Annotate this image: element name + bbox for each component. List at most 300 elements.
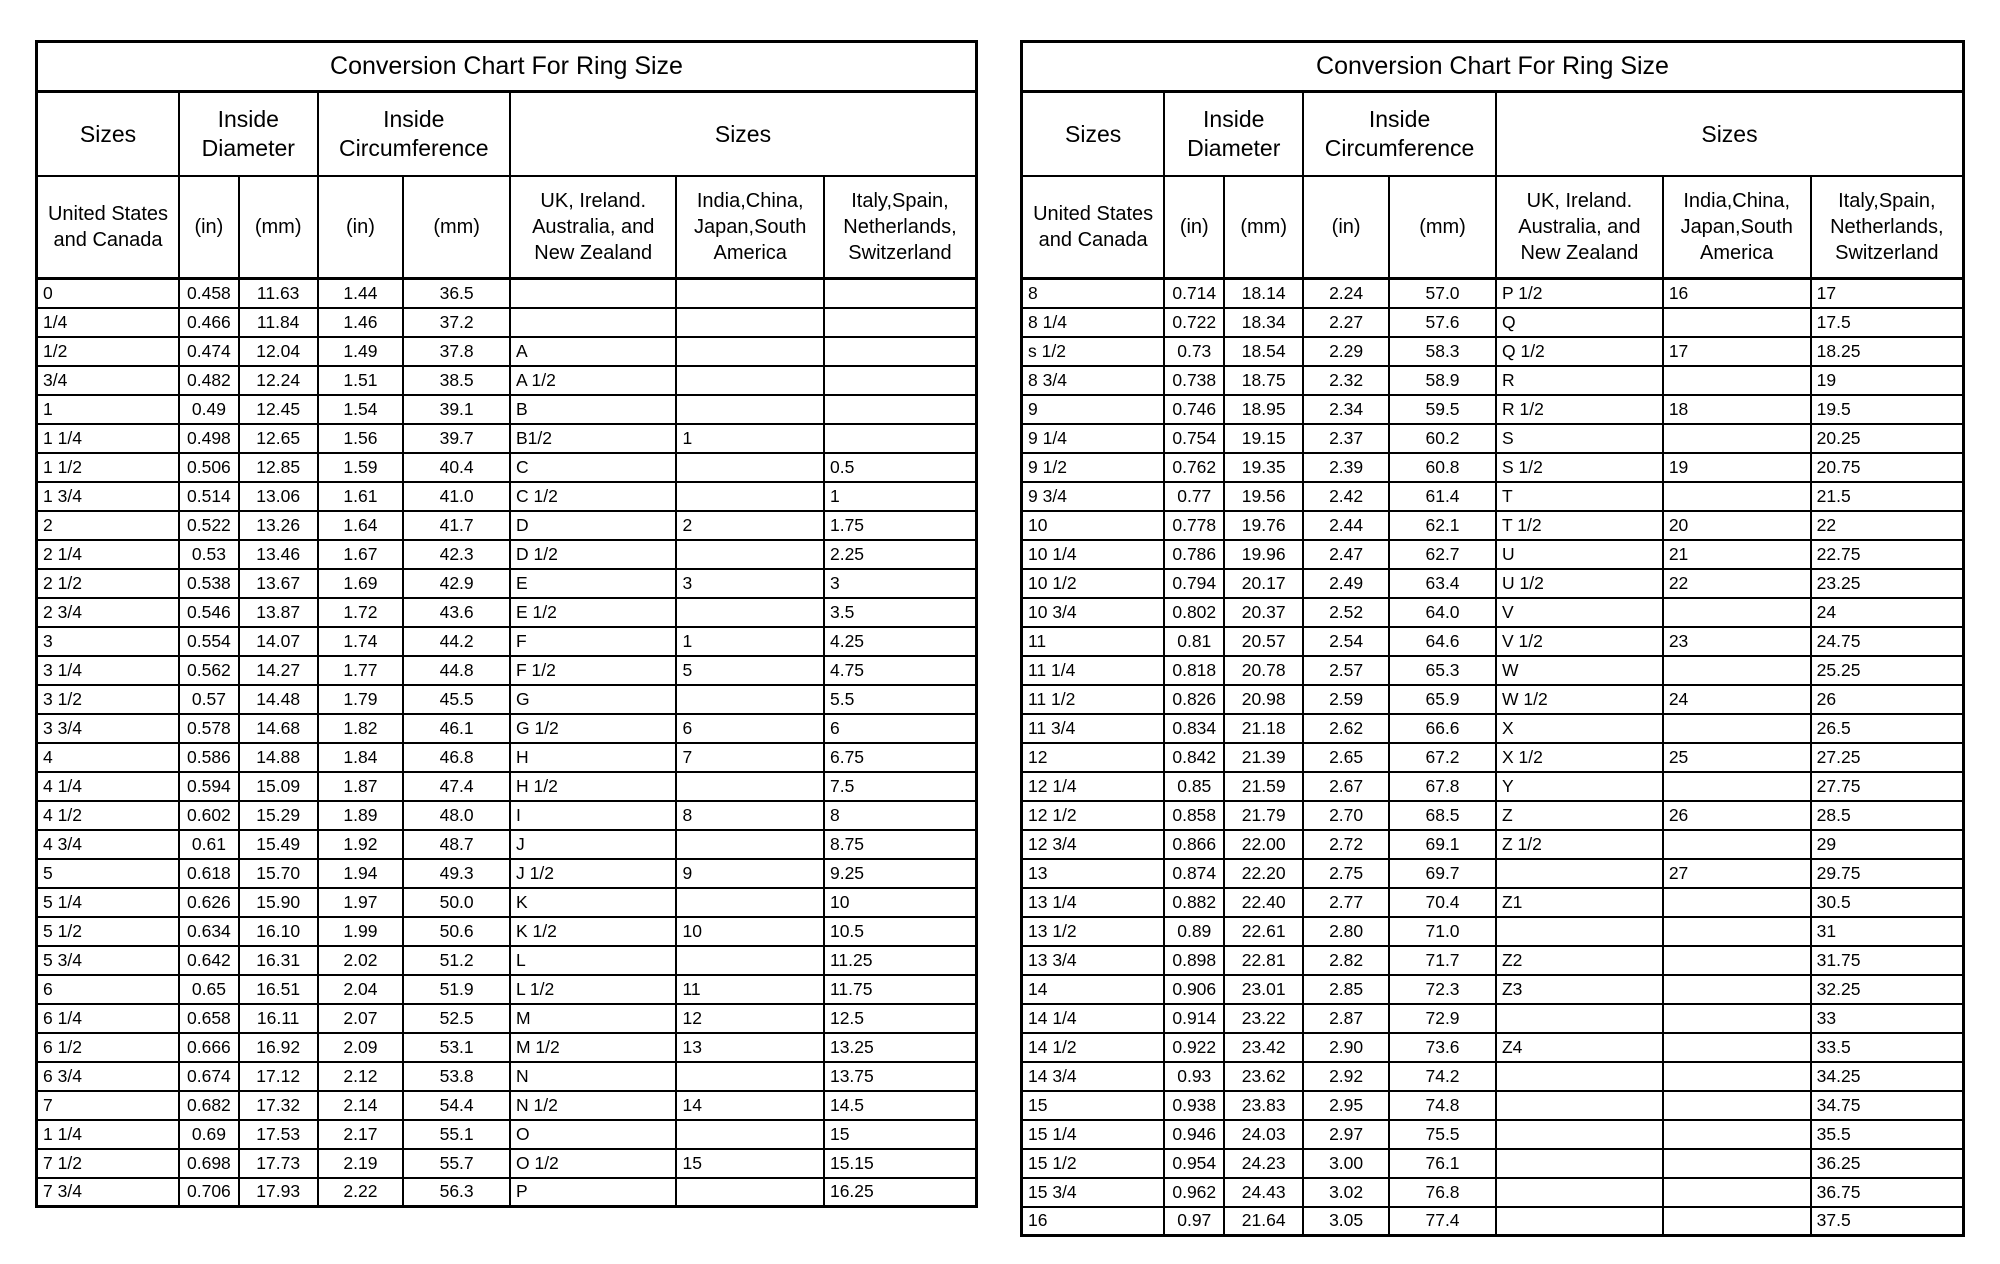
table-cell: T 1/2 xyxy=(1496,511,1663,540)
table-cell: 11.63 xyxy=(239,279,318,308)
table-row xyxy=(37,975,977,1004)
table-cell xyxy=(1663,975,1811,1004)
table-row xyxy=(37,859,977,888)
table-cell: 1.89 xyxy=(318,801,404,830)
table-cell xyxy=(676,598,824,627)
table-row xyxy=(37,830,977,859)
table-row xyxy=(37,1120,977,1149)
table-cell: B1/2 xyxy=(510,424,676,453)
table-cell: 0.842 xyxy=(1164,743,1224,772)
table-cell: 0.746 xyxy=(1164,395,1224,424)
col-header-us-canada: United States and Canada xyxy=(37,176,180,279)
table-cell xyxy=(1663,1207,1811,1236)
table-cell: 2.65 xyxy=(1303,743,1389,772)
table-cell: s 1/2 xyxy=(1022,337,1165,366)
table-cell: 22.61 xyxy=(1224,917,1303,946)
table-cell: Z2 xyxy=(1496,946,1663,975)
table-cell: 0.674 xyxy=(179,1062,239,1091)
table-cell: 2.54 xyxy=(1303,627,1389,656)
table-cell: 0.458 xyxy=(179,279,239,308)
table-cell: 20.17 xyxy=(1224,569,1303,598)
col-header-india-china: India,China, Japan,South America xyxy=(1663,176,1811,279)
table-cell: 7 xyxy=(676,743,824,772)
table-cell: 12.04 xyxy=(239,337,318,366)
table-cell: 0.522 xyxy=(179,511,239,540)
table-cell: 1.84 xyxy=(318,743,404,772)
table-cell: 39.7 xyxy=(403,424,510,453)
table-cell xyxy=(676,395,824,424)
table-cell: 20.25 xyxy=(1811,424,1964,453)
table-cell: 10 xyxy=(1022,511,1165,540)
table-cell: 44.2 xyxy=(403,627,510,656)
table-cell: 24.23 xyxy=(1224,1149,1303,1178)
table-cell: K 1/2 xyxy=(510,917,676,946)
table-cell xyxy=(1663,1004,1811,1033)
table-row xyxy=(1022,714,1964,743)
column-group-inside-circumference: Inside Circumference xyxy=(318,92,510,177)
table-cell: 19.5 xyxy=(1811,395,1964,424)
table-cell: 17.53 xyxy=(239,1120,318,1149)
table-cell: O xyxy=(510,1120,676,1149)
table-cell: 1.67 xyxy=(318,540,404,569)
table-cell: 62.7 xyxy=(1389,540,1496,569)
table-cell xyxy=(676,453,824,482)
table-cell: 11 xyxy=(1022,627,1165,656)
col-header-circumference-in: (in) xyxy=(1303,176,1389,279)
table-cell xyxy=(1496,1062,1663,1091)
table-cell: U xyxy=(1496,540,1663,569)
table-cell: 1 xyxy=(37,395,180,424)
table-cell: 48.0 xyxy=(403,801,510,830)
table-cell: 21.18 xyxy=(1224,714,1303,743)
table-cell: 24.75 xyxy=(1811,627,1964,656)
table-row xyxy=(1022,801,1964,830)
table-cell xyxy=(1663,714,1811,743)
table-cell: 69.1 xyxy=(1389,830,1496,859)
table-cell: 11 3/4 xyxy=(1022,714,1165,743)
table-cell: R xyxy=(1496,366,1663,395)
table-cell: 2.62 xyxy=(1303,714,1389,743)
table-cell: 22.81 xyxy=(1224,946,1303,975)
table-cell: 23.42 xyxy=(1224,1033,1303,1062)
table-cell: 0.698 xyxy=(179,1149,239,1178)
table-row xyxy=(1022,888,1964,917)
table-cell: 10 xyxy=(824,888,977,917)
col-header-italy-spain: Italy,Spain, Netherlands, Switzerland xyxy=(824,176,977,279)
table-cell: 18.34 xyxy=(1224,308,1303,337)
table-cell: 42.3 xyxy=(403,540,510,569)
table-cell: 10 3/4 xyxy=(1022,598,1165,627)
table-cell: 2.29 xyxy=(1303,337,1389,366)
table-cell: 21.64 xyxy=(1224,1207,1303,1236)
table-cell: 0.802 xyxy=(1164,598,1224,627)
table-cell: 2 1/4 xyxy=(37,540,180,569)
table-cell: 18 xyxy=(1663,395,1811,424)
table-cell: 22 xyxy=(1663,569,1811,598)
col-header-diameter-in: (in) xyxy=(1164,176,1224,279)
table-cell: 14.48 xyxy=(239,685,318,714)
table-cell: 12.24 xyxy=(239,366,318,395)
table-cell: U 1/2 xyxy=(1496,569,1663,598)
table-cell: 15.29 xyxy=(239,801,318,830)
table-cell: 2.72 xyxy=(1303,830,1389,859)
table-row xyxy=(37,1004,977,1033)
table-cell: 23.01 xyxy=(1224,975,1303,1004)
table-cell: 5.5 xyxy=(824,685,977,714)
table-row xyxy=(1022,598,1964,627)
col-header-diameter-in: (in) xyxy=(179,176,239,279)
table-cell: 11 xyxy=(676,975,824,1004)
table-cell: 22.75 xyxy=(1811,540,1964,569)
table-cell xyxy=(824,308,977,337)
table-cell: 9.25 xyxy=(824,859,977,888)
table-row xyxy=(1022,1207,1964,1236)
table-cell: 16.25 xyxy=(824,1178,977,1207)
table-cell: 15.70 xyxy=(239,859,318,888)
table-cell: 14 xyxy=(1022,975,1165,1004)
table-cell: 55.7 xyxy=(403,1149,510,1178)
table-cell: 1 xyxy=(676,627,824,656)
table-cell: 14.27 xyxy=(239,656,318,685)
table-cell: C 1/2 xyxy=(510,482,676,511)
table-cell xyxy=(824,366,977,395)
table-cell xyxy=(676,772,824,801)
table-row xyxy=(1022,859,1964,888)
table-cell: 2.70 xyxy=(1303,801,1389,830)
table-cell: 46.8 xyxy=(403,743,510,772)
col-header-us-canada: United States and Canada xyxy=(1022,176,1165,279)
table-cell xyxy=(676,888,824,917)
table-cell: 29.75 xyxy=(1811,859,1964,888)
table-cell: M 1/2 xyxy=(510,1033,676,1062)
table-cell: 14 3/4 xyxy=(1022,1062,1165,1091)
table-row xyxy=(1022,540,1964,569)
table-cell: 6 3/4 xyxy=(37,1062,180,1091)
table-cell: 2.90 xyxy=(1303,1033,1389,1062)
table-cell: 3 xyxy=(37,627,180,656)
table-row xyxy=(37,395,977,424)
column-group-row xyxy=(37,92,977,177)
table-cell: 0.634 xyxy=(179,917,239,946)
table-cell: 1.94 xyxy=(318,859,404,888)
table-cell: 15.15 xyxy=(824,1149,977,1178)
table-cell: 6.75 xyxy=(824,743,977,772)
table-cell: 16 xyxy=(1663,279,1811,308)
table-cell: 10 1/2 xyxy=(1022,569,1165,598)
table-cell: 40.4 xyxy=(403,453,510,482)
table-cell: 28.5 xyxy=(1811,801,1964,830)
table-cell: 16 xyxy=(1022,1207,1165,1236)
table-cell: 8 xyxy=(824,801,977,830)
table-cell: 56.3 xyxy=(403,1178,510,1207)
table-cell: 4 xyxy=(37,743,180,772)
table-cell: N 1/2 xyxy=(510,1091,676,1120)
table-cell: 0.626 xyxy=(179,888,239,917)
table-title-row xyxy=(1022,42,1964,92)
table-cell xyxy=(676,830,824,859)
table-cell xyxy=(510,279,676,308)
table-cell: 0.618 xyxy=(179,859,239,888)
table-cell: 19.35 xyxy=(1224,453,1303,482)
table-cell: 0.93 xyxy=(1164,1062,1224,1091)
table-cell: 0.482 xyxy=(179,366,239,395)
table-cell: 74.2 xyxy=(1389,1062,1496,1091)
table-cell: 15 3/4 xyxy=(1022,1178,1165,1207)
table-body xyxy=(1022,279,1964,1236)
table-cell: 13.25 xyxy=(824,1033,977,1062)
table-cell: 10 1/4 xyxy=(1022,540,1165,569)
table-cell: 0.53 xyxy=(179,540,239,569)
table-cell: 18.54 xyxy=(1224,337,1303,366)
table-cell: 21.59 xyxy=(1224,772,1303,801)
table-cell: T xyxy=(1496,482,1663,511)
table-cell: 59.5 xyxy=(1389,395,1496,424)
table-cell: 13 1/2 xyxy=(1022,917,1165,946)
table-cell: F xyxy=(510,627,676,656)
table-cell: X 1/2 xyxy=(1496,743,1663,772)
table-cell: 66.6 xyxy=(1389,714,1496,743)
table-cell: 34.75 xyxy=(1811,1091,1964,1120)
table-cell: 13.75 xyxy=(824,1062,977,1091)
table-cell: 13 xyxy=(676,1033,824,1062)
table-row xyxy=(37,743,977,772)
table-cell: 2.07 xyxy=(318,1004,404,1033)
table-cell: 2.97 xyxy=(1303,1120,1389,1149)
table-cell: 16.31 xyxy=(239,946,318,975)
table-cell: 5 1/4 xyxy=(37,888,180,917)
table-cell: 21.39 xyxy=(1224,743,1303,772)
table-row xyxy=(37,627,977,656)
table-cell: Y xyxy=(1496,772,1663,801)
table-cell: 6 1/4 xyxy=(37,1004,180,1033)
table-row xyxy=(37,772,977,801)
table-cell: H 1/2 xyxy=(510,772,676,801)
table-cell: 19 xyxy=(1663,453,1811,482)
table-cell: 20.75 xyxy=(1811,453,1964,482)
table-cell: 27 xyxy=(1663,859,1811,888)
table-cell: 2.49 xyxy=(1303,569,1389,598)
table-title: Conversion Chart For Ring Size xyxy=(1022,42,1964,92)
table-cell: 3/4 xyxy=(37,366,180,395)
table-cell: 20 xyxy=(1663,511,1811,540)
table-cell: 17.5 xyxy=(1811,308,1964,337)
table-cell xyxy=(1663,308,1811,337)
table-cell: 0.594 xyxy=(179,772,239,801)
table-row xyxy=(1022,569,1964,598)
table-row xyxy=(1022,975,1964,1004)
column-group-sizes-us: Sizes xyxy=(1022,92,1165,177)
table-cell: 2.95 xyxy=(1303,1091,1389,1120)
table-cell: 71.0 xyxy=(1389,917,1496,946)
table-cell: 18.25 xyxy=(1811,337,1964,366)
table-cell: 1.59 xyxy=(318,453,404,482)
table-cell: B xyxy=(510,395,676,424)
table-cell xyxy=(824,395,977,424)
table-cell xyxy=(1496,1178,1663,1207)
table-cell: 51.2 xyxy=(403,946,510,975)
table-row xyxy=(1022,656,1964,685)
table-cell: J xyxy=(510,830,676,859)
table-row xyxy=(1022,395,1964,424)
table-cell: E xyxy=(510,569,676,598)
ring-size-conversion-table-right xyxy=(1020,40,1965,1237)
table-cell: N xyxy=(510,1062,676,1091)
table-cell: 0.77 xyxy=(1164,482,1224,511)
table-cell xyxy=(676,1062,824,1091)
table-cell: 1 3/4 xyxy=(37,482,180,511)
table-cell xyxy=(1663,366,1811,395)
table-cell: 19.56 xyxy=(1224,482,1303,511)
table-row xyxy=(37,917,977,946)
table-cell: 6 xyxy=(676,714,824,743)
table-cell: 1.79 xyxy=(318,685,404,714)
table-row xyxy=(1022,685,1964,714)
table-cell: 73.6 xyxy=(1389,1033,1496,1062)
table-cell: 53.8 xyxy=(403,1062,510,1091)
table-cell xyxy=(676,540,824,569)
table-cell xyxy=(824,279,977,308)
table-cell xyxy=(1663,1091,1811,1120)
table-cell: 47.4 xyxy=(403,772,510,801)
table-cell: 58.3 xyxy=(1389,337,1496,366)
table-cell: 1 xyxy=(676,424,824,453)
table-cell: 11.25 xyxy=(824,946,977,975)
table-cell: 2.42 xyxy=(1303,482,1389,511)
table-cell: 12 xyxy=(676,1004,824,1033)
table-cell: 4.75 xyxy=(824,656,977,685)
table-cell: 0.514 xyxy=(179,482,239,511)
table-row xyxy=(37,279,977,308)
table-cell: 1/2 xyxy=(37,337,180,366)
table-cell: 46.1 xyxy=(403,714,510,743)
table-cell: 0.61 xyxy=(179,830,239,859)
table-row xyxy=(37,1033,977,1062)
table-cell: 25 xyxy=(1663,743,1811,772)
table-cell: 3 xyxy=(824,569,977,598)
table-cell: 2.44 xyxy=(1303,511,1389,540)
table-cell: D 1/2 xyxy=(510,540,676,569)
table-cell: 6 xyxy=(824,714,977,743)
table-cell: 1.69 xyxy=(318,569,404,598)
table-cell: 17 xyxy=(1663,337,1811,366)
table-row xyxy=(1022,1120,1964,1149)
table-cell xyxy=(1663,1062,1811,1091)
table-cell: 29 xyxy=(1811,830,1964,859)
table-cell: 13 1/4 xyxy=(1022,888,1165,917)
table-row xyxy=(1022,424,1964,453)
table-cell: 2 xyxy=(37,511,180,540)
table-cell: 62.1 xyxy=(1389,511,1496,540)
table-cell: 2.14 xyxy=(318,1091,404,1120)
table-cell: 16.10 xyxy=(239,917,318,946)
table-cell: 12 3/4 xyxy=(1022,830,1165,859)
table-cell: 37.2 xyxy=(403,308,510,337)
table-cell xyxy=(824,337,977,366)
table-cell: 31 xyxy=(1811,917,1964,946)
table-cell xyxy=(1496,917,1663,946)
table-cell: 1.74 xyxy=(318,627,404,656)
table-cell: 0.554 xyxy=(179,627,239,656)
table-cell: 8 xyxy=(676,801,824,830)
table-cell: 8 3/4 xyxy=(1022,366,1165,395)
table-row xyxy=(37,424,977,453)
table-cell: 0.602 xyxy=(179,801,239,830)
table-row xyxy=(1022,366,1964,395)
table-cell: 18.75 xyxy=(1224,366,1303,395)
table-cell: 24 xyxy=(1811,598,1964,627)
table-cell: 0.786 xyxy=(1164,540,1224,569)
table-cell: 15 xyxy=(1022,1091,1165,1120)
table-cell: 19.76 xyxy=(1224,511,1303,540)
table-cell: 41.7 xyxy=(403,511,510,540)
col-header-uk-ireland: UK, Ireland. Australia, and New Zealand xyxy=(1496,176,1663,279)
table-cell: 61.4 xyxy=(1389,482,1496,511)
table-cell: 0.498 xyxy=(179,424,239,453)
table-cell: 13 xyxy=(1022,859,1165,888)
table-cell: 1.97 xyxy=(318,888,404,917)
table-cell: G xyxy=(510,685,676,714)
table-cell: 0.546 xyxy=(179,598,239,627)
table-cell: 21.79 xyxy=(1224,801,1303,830)
table-cell: 2.02 xyxy=(318,946,404,975)
table-cell: 71.7 xyxy=(1389,946,1496,975)
table-cell: 0.938 xyxy=(1164,1091,1224,1120)
table-cell: 15.90 xyxy=(239,888,318,917)
table-row xyxy=(37,656,977,685)
table-cell: 14 xyxy=(676,1091,824,1120)
table-cell: 20.98 xyxy=(1224,685,1303,714)
table-cell: 21 xyxy=(1663,540,1811,569)
table-cell: 22.00 xyxy=(1224,830,1303,859)
table-cell: 12.85 xyxy=(239,453,318,482)
table-row xyxy=(37,888,977,917)
table-cell: 2 xyxy=(676,511,824,540)
table-cell: 12.65 xyxy=(239,424,318,453)
table-cell: 2.59 xyxy=(1303,685,1389,714)
table-cell: 0.666 xyxy=(179,1033,239,1062)
table-cell: 6 1/2 xyxy=(37,1033,180,1062)
table-cell xyxy=(824,424,977,453)
table-cell: 12 1/2 xyxy=(1022,801,1165,830)
table-cell: 1.56 xyxy=(318,424,404,453)
table-cell xyxy=(1663,424,1811,453)
table-cell: 27.75 xyxy=(1811,772,1964,801)
table-row xyxy=(37,801,977,830)
table-row xyxy=(1022,1149,1964,1178)
table-cell: 3 xyxy=(676,569,824,598)
table-cell: 0.682 xyxy=(179,1091,239,1120)
table-cell xyxy=(1663,598,1811,627)
table-cell: 0.466 xyxy=(179,308,239,337)
table-cell: 15.49 xyxy=(239,830,318,859)
col-header-circumference-mm: (mm) xyxy=(403,176,510,279)
table-cell: 3.00 xyxy=(1303,1149,1389,1178)
table-title-row xyxy=(37,42,977,92)
table-row xyxy=(37,337,977,366)
table-cell: 0.906 xyxy=(1164,975,1224,1004)
table-cell xyxy=(1663,482,1811,511)
table-cell: 13.87 xyxy=(239,598,318,627)
table-cell: 39.1 xyxy=(403,395,510,424)
table-cell: W xyxy=(1496,656,1663,685)
table-cell: 1.44 xyxy=(318,279,404,308)
table-cell xyxy=(1496,859,1663,888)
table-cell: W 1/2 xyxy=(1496,685,1663,714)
table-cell: 13 3/4 xyxy=(1022,946,1165,975)
table-cell: 5 xyxy=(676,656,824,685)
table-cell: 18.14 xyxy=(1224,279,1303,308)
table-cell: 5 1/2 xyxy=(37,917,180,946)
